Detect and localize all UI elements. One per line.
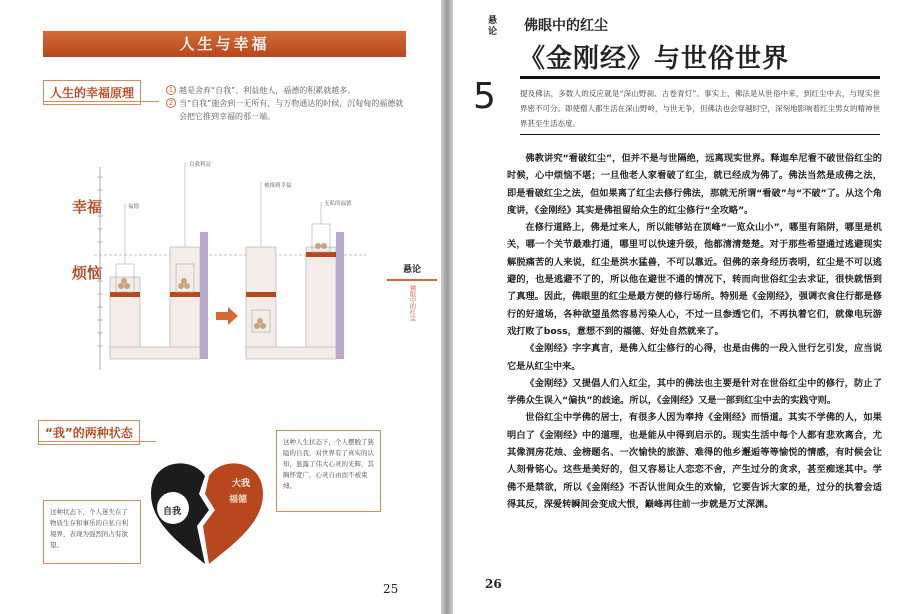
side-tab-bar — [387, 279, 437, 281]
arrow-icon — [216, 307, 238, 325]
section-vertical-label: 悬论 — [486, 15, 496, 37]
side-tab-subtitle: 佛眼中的红尘 — [408, 285, 416, 321]
section-underline — [38, 441, 156, 442]
principle-item — [166, 84, 411, 97]
body-paragraph: 《金刚经》又提倡人们入红尘，其中的佛法也主要是针对在世俗红尘中的修行，防止了学佛众生误入“偏执”的歧途。所以，《金刚经》又是一部到红尘中去的实践守则。 — [507, 377, 882, 407]
axis-label-trouble: 烦恼 — [72, 264, 103, 282]
principle-text: 越是舍弃“自我”、利益他人，福德的积累就越多。 — [179, 86, 356, 95]
page-number: 26 — [485, 577, 502, 591]
left-page — [0, 0, 441, 614]
body-paragraph: 在修行道路上，佛是过来人，所以能够站在顶峰“一览众山小”，哪里有陷阱，哪里是机关，哪一个关节最难打通，哪里可以快速升级，他都清清楚楚。对于那些希望通过逃避现实解脱痛苦的人来说，红尘是洪水猛兽，不可以靠近。但佛的亲身经历表明，红尘是不可以逃避的，也是逃避不了的，所以他在避世不通的情况下，转而向世俗红尘去求证，很快就悟到了真理。因此，佛眼里的红尘是最方便的修行场所。特别是《金刚经》，强调衣食住行都是修行的好道场，各种欲望虽然容易污染人心，不过一旦参透它们，不再执着它们，就像电玩游戏打败了boss，意想不到的福德、好处自然就来了。 — [507, 222, 882, 337]
heart-label-self: 自我 — [163, 507, 182, 517]
body-paragraph: 佛教讲究“看破红尘”，但并不是与世隔绝，远离现实世界。释迦牟尼看不破世俗红尘的时候，心中烦恼不堪；一旦他老人家看破了红尘，就已经成为佛了。佛法当然是成佛之法，即是看破红尘之法，但如果离了红尘去修行佛法，那就无所谓“看破”与“不破”了。从这个角度讲，《金刚经》其实是佛祖留给众生的红尘修行“全攻略”。 — [507, 153, 882, 216]
section-underline — [43, 101, 159, 102]
section-title-two-states: “我”的两种状态 — [38, 420, 140, 445]
chapter-number: 5 — [473, 76, 496, 117]
label-fortune: 福德 — [128, 204, 140, 210]
body-paragraph: 《金刚经》字字真言，是佛入红尘修行的心得，也是由佛的一段入世行乞引发，应当说它是从红尘中来。 — [507, 343, 882, 372]
heart-label-big-me: 大我 — [232, 479, 251, 489]
page-title: 《金刚经》与世俗世界 — [519, 44, 790, 74]
principle-item — [166, 97, 411, 123]
book-gutter — [441, 0, 453, 614]
label-pushed: 被推到幸福 — [264, 183, 292, 189]
side-tab — [387, 262, 437, 321]
chapter-banner: 人生与幸福 — [43, 31, 406, 57]
label-selfless-fortune: 无私的福德 — [324, 201, 352, 207]
section-title-happiness-principle: 人生的幸福原理 — [43, 80, 141, 105]
heart-label-fortune: 福德 — [229, 495, 248, 505]
note-box-big-self: 这种人生状态下，个人摆脱了狭隘的自我，对世界有了真实的认知，显露了伟大心灵的光辉，其胸怀宽广，心灵自由而不被束缚。 — [276, 430, 381, 512]
body-paragraph: 世俗红尘中学佛的居士，有很多人因为奉持《金刚经》而悟道。其实不学佛的人，如果明白了《金刚经》中的道理，也是能从中得到启示的。现实生活中每个人都有悲欢离合，尤其像洞房花烛、金榜题名、一次愉快的旅游、难得的他乡邂逅等等愉悦的情感，有时候会让人刻骨铭心。这些是美好的，但又容易让人恋恋不舍，产生过分的贪求，甚至痴迷其中。学佛不是禁欲，所以《金刚经》不否认世间众生的欢愉，它要告诉大家的是，过分的执着会适得其反，深爱转瞬间会变成大恨，巅峰再往前一步就是万丈深渊。 — [507, 412, 882, 510]
principles-list — [166, 84, 411, 123]
number-icon: 1 — [166, 85, 176, 95]
lead-paragraph: 提及佛法，多数人的反应就是“深山野刹、古卷青灯”。事实上，佛法是从世俗中来，到红尘中去，与现实世界密不可分。即使僧人都生活在深山野岭，与世无争，但佛法也会穿越时空，深刻地影响着红尘男女的精神世界甚至生活态度。 — [520, 89, 880, 128]
number-icon: 2 — [166, 98, 176, 108]
body-text — [507, 150, 882, 513]
heart-label-small-me: 小我 — [160, 495, 179, 505]
note-box-small-self: 这种状态下，个人迷失在了物质生存和事乐的自私自利境界，表现为强烈的占有欲望。 — [43, 500, 141, 564]
page-number: 25 — [383, 582, 399, 596]
label-self-interest: 自我利益 — [189, 162, 212, 168]
principle-text: 当“自我”施舍到一无所有，与万物通达的时候，沉甸甸的福德就会把它推到幸福的那一端。 — [179, 99, 404, 121]
axis-label-happiness: 幸福 — [72, 198, 103, 216]
lead-rule — [520, 134, 880, 135]
page-subtitle: 佛眼中的红尘 — [524, 18, 608, 34]
happiness-balance-diagram — [66, 152, 376, 382]
title-rule — [520, 76, 880, 79]
side-tab-title: 悬论 — [402, 265, 421, 275]
right-page — [453, 0, 900, 614]
